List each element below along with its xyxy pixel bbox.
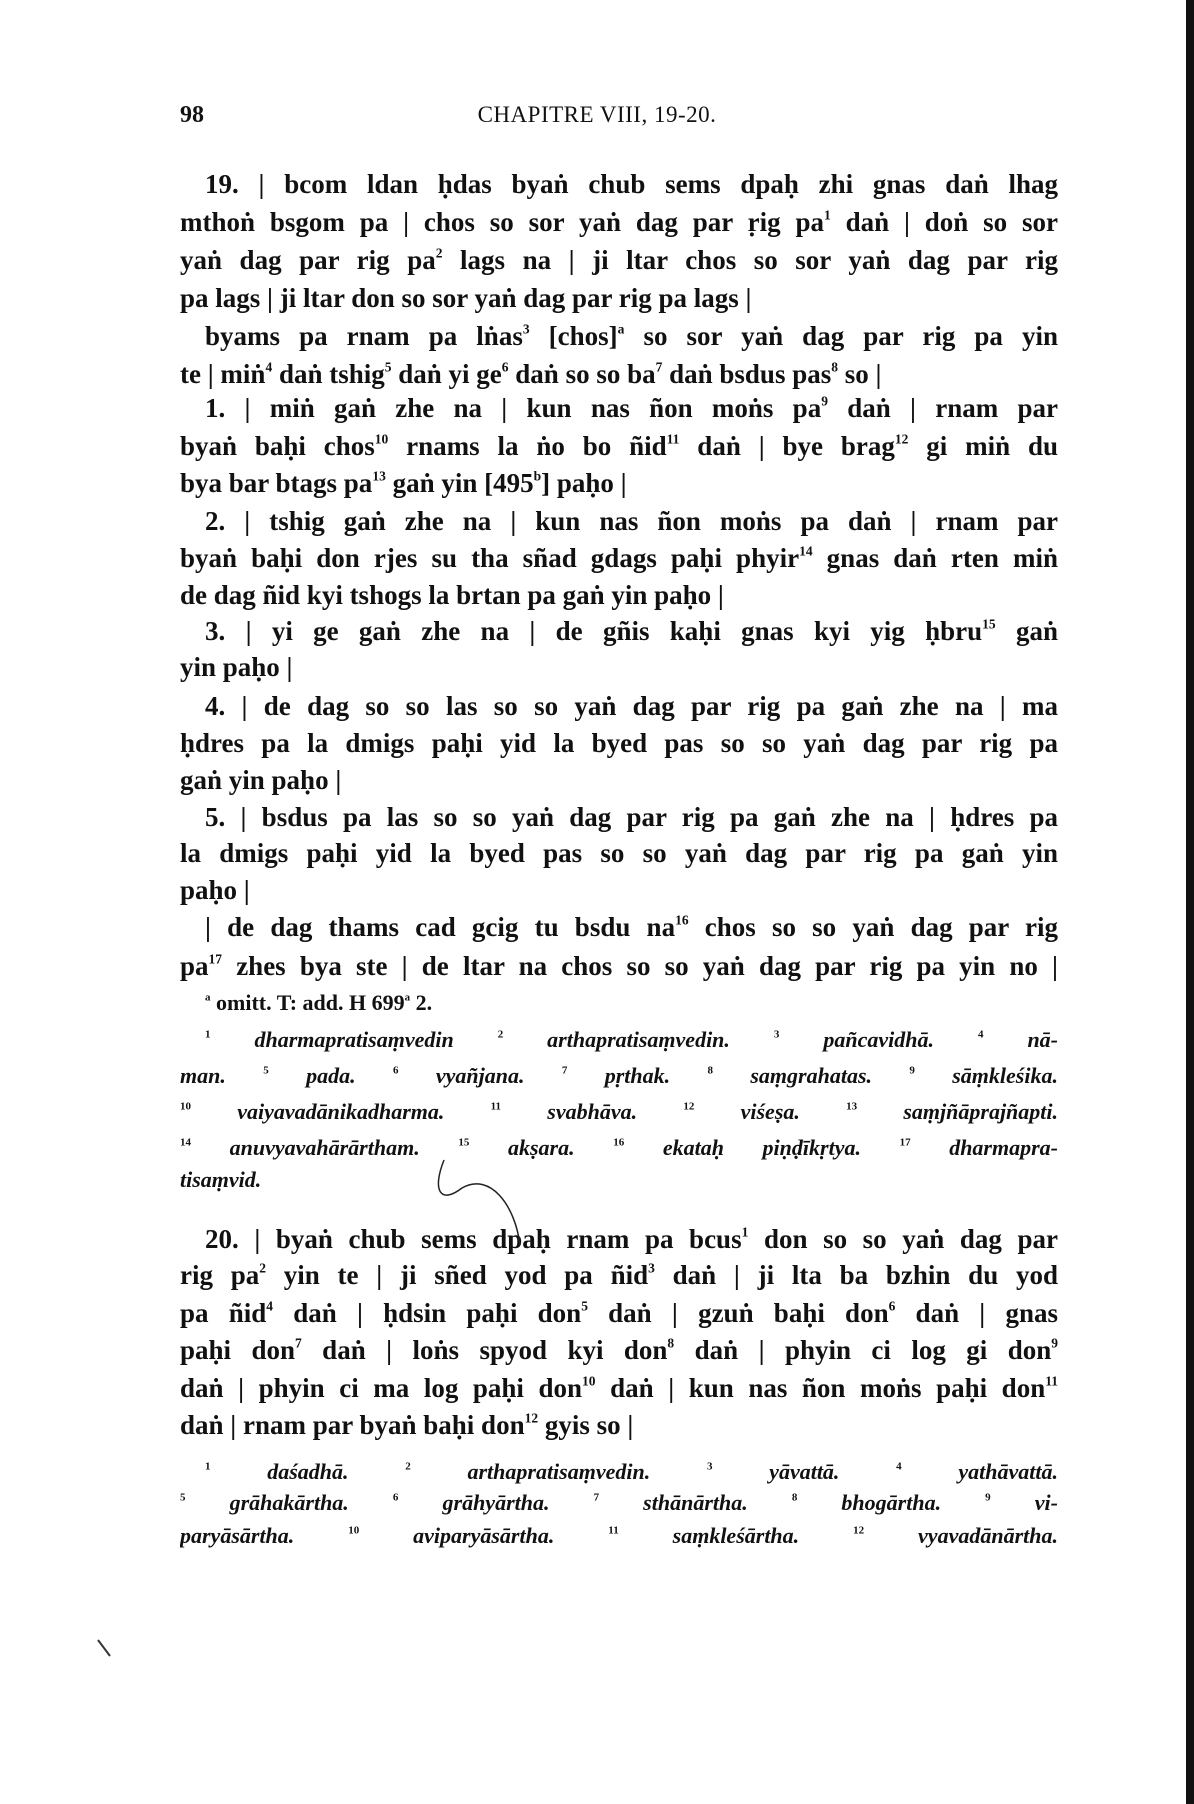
footnote-ref: 15 (982, 616, 996, 632)
footnote-ref: 11 (1045, 1373, 1058, 1389)
text-run: ] paḥo | (541, 468, 627, 498)
text-run: | bcom ldan ḥdas byaṅ chub sems dpaḥ zhi gnas daṅ lhag (238, 169, 1058, 199)
pen-curve-mark (438, 1160, 520, 1245)
text-run: daṅ | phyin ci log gi don (674, 1335, 1052, 1365)
text-run: daṅ | kun nas ñon moṅs paḥi don (595, 1373, 1046, 1403)
text-run: | de dag so so las so so yaṅ dag par rig pa gaṅ zhe na | ma (225, 691, 1058, 721)
text-run: daṅ | gzuṅ baḥi don (587, 1298, 889, 1328)
text-run: pada. (268, 1063, 393, 1088)
text-run: dharmapra- (910, 1135, 1058, 1160)
text-run: yin te | ji sñed yod pa ñid (266, 1260, 649, 1290)
text-run: yin paḥo | (180, 652, 293, 682)
text-run: gnas daṅ rten miṅ (812, 543, 1058, 573)
footnote-ref: 2 (435, 245, 443, 261)
footnote-ref: 7 (593, 1491, 600, 1504)
text-run: pa lags | ji ltar don so sor yaṅ dag par rig pa lags | (180, 283, 752, 313)
text-run: paryāsārtha. (180, 1523, 349, 1548)
footnote-ref: 12 (524, 1410, 539, 1426)
footnote-ref: 4 (265, 359, 273, 375)
text-run: daṅ yi ge (391, 359, 502, 389)
text-run: te | miṅ (180, 359, 266, 389)
text-run: saṃgrahatas. (712, 1063, 910, 1088)
text-run: omitt. T: add. H 699 (210, 990, 405, 1015)
footnote-ref: 7 (655, 359, 663, 375)
footnote-ref: 3 (706, 1460, 713, 1473)
footnote-ref: 4 (977, 1028, 984, 1041)
text-run: pṛthak. (567, 1063, 708, 1088)
footnote-ref: 13 (846, 1100, 858, 1113)
footnote-ref: 15 (458, 1136, 470, 1149)
text-run: so sor yaṅ dag par rig pa yin (624, 321, 1058, 351)
footnote-ref: 2 (405, 1460, 411, 1473)
text-run: so | (837, 359, 882, 389)
footnote-ref: 14 (799, 543, 813, 559)
text-run: grāhyārtha. (398, 1490, 594, 1515)
footnote-ref: 6 (392, 1491, 399, 1504)
text-run: 2. (410, 990, 433, 1015)
footnote-ref: a (205, 991, 211, 1004)
text-run: sthānārtha. (599, 1490, 792, 1515)
text-run: tisaṃvid. (180, 1167, 262, 1192)
verse-number: 4. (205, 691, 226, 721)
text-run: don so so yaṅ dag par (748, 1224, 1058, 1254)
text-run: pa (180, 951, 209, 981)
footnote-ref: 8 (831, 359, 838, 375)
text-run: vaiyavadānikadharma. (191, 1099, 491, 1124)
text-run: anuvyavahārārtham. (191, 1135, 459, 1160)
text-run: sāṃkleśika. (914, 1063, 1058, 1088)
footnote-ref: 13 (372, 468, 386, 484)
footnote-ref: 10 (582, 1373, 596, 1389)
footnote-ref: a (404, 991, 411, 1004)
text-run: viśeṣa. (694, 1099, 847, 1124)
text-run: daṅ | ḥdsin paḥi don (273, 1298, 582, 1328)
text-run: rnams la ṅo bo ñid (388, 431, 667, 461)
text-run: chos so so yaṅ dag par rig (688, 912, 1058, 942)
footnote-ref: 11 (608, 1524, 619, 1537)
text-run: byams pa rnam pa lṅas (205, 321, 523, 351)
footnote-ref: 4 (896, 1460, 902, 1473)
text-run: daṅ | phyin ci ma log paḥi don (180, 1373, 583, 1403)
text-run: aviparyāsārtha. (359, 1523, 609, 1548)
footnote-ref: 5 (384, 359, 392, 375)
text-run: paḥo | (180, 875, 250, 905)
footnote-ref: 12 (853, 1524, 865, 1537)
text-run: daśadhā. (210, 1459, 406, 1484)
footnote-ref: 10 (180, 1100, 191, 1113)
text-run: grāhakārtha. (185, 1490, 393, 1515)
text-run: | miṅ gaṅ zhe na | kun nas ñon moṅs pa (225, 393, 822, 423)
text-run: [chos] (529, 321, 618, 351)
text-run: vi- (990, 1490, 1058, 1515)
text-run: gaṅ (995, 616, 1058, 646)
footnote-ref: 1 (205, 1028, 211, 1041)
text-run: byaṅ baḥi chos (180, 431, 375, 461)
footnote-ref: 10 (348, 1524, 360, 1537)
footnote-ref: 10 (374, 431, 389, 447)
verse-number: 3. (205, 616, 226, 646)
text-run: | tshig gaṅ zhe na | kun nas ñon moṅs pa daṅ | rnam par (225, 506, 1058, 536)
footnote-ref: 1 (205, 1460, 211, 1473)
footnote-ref: 12 (894, 431, 909, 447)
footnote-ref: 9 (1051, 1335, 1058, 1351)
text-run: saṃjñāprajñapti. (857, 1099, 1058, 1124)
verse-number: 19. (205, 169, 239, 199)
text-run: la dmigs paḥi yid la byed pas so so yaṅ dag par rig pa gaṅ yin (180, 838, 1058, 868)
text-run: daṅ | ji lta ba bzhin du yod (654, 1260, 1058, 1290)
footnote-ref: 1 (741, 1224, 749, 1240)
verse-number: 20. (205, 1224, 239, 1254)
footnote-ref: 17 (208, 951, 223, 967)
footnote-ref: 6 (392, 1064, 399, 1077)
footnote-ref: 3 (773, 1028, 780, 1041)
text-run: man. (180, 1063, 264, 1088)
text-run: | de dag thams cad gcig tu bsdu na (205, 912, 676, 942)
footnote-ref: 6 (501, 359, 509, 375)
text-run: daṅ so so ba (508, 359, 656, 389)
footnote-ref: 4 (266, 1298, 274, 1314)
text-run: svabhāva. (501, 1099, 684, 1124)
text-run: | byaṅ chub sems dpaḥ rnam pa bcus (238, 1224, 742, 1254)
page-number: 98 (180, 102, 204, 128)
footnote-ref: 12 (683, 1100, 695, 1113)
text-run: bhogārtha. (797, 1490, 986, 1515)
footnote-ref: 1 (823, 207, 831, 223)
text-run: daṅ tshig (272, 359, 385, 389)
text-run: ḥdres pa la dmigs paḥi yid la byed pas so so yaṅ dag par rig pa (180, 728, 1058, 758)
text-run: | bsdus pa las so so yaṅ dag par rig pa gaṅ zhe na | ḥdres pa (225, 802, 1058, 832)
text-run: yathāvattā. (901, 1459, 1058, 1484)
footnote-ref: 11 (490, 1100, 502, 1113)
footnote-ref: 2 (259, 1260, 267, 1276)
footnote-ref: 7 (561, 1064, 568, 1077)
text-run: pañcavidhā. (779, 1027, 978, 1052)
footnote-ref: 8 (707, 1064, 713, 1077)
text-run: rig pa (180, 1260, 260, 1290)
text-run: ekataḥ piṇḍīkṛtya. (624, 1135, 900, 1160)
text-run: nā- (983, 1027, 1058, 1052)
text-run: gi miṅ du (908, 431, 1058, 461)
footnote-ref: 16 (675, 912, 689, 928)
text-run: gaṅ yin paḥo | (180, 765, 342, 795)
footnote-ref: 3 (648, 1260, 655, 1276)
text-run: arthapratisaṃvedin. (503, 1027, 774, 1052)
text-run: daṅ | doṅ so sor (830, 207, 1058, 237)
text-run: daṅ bsdus pas (662, 359, 832, 389)
text-run: pa ñid (180, 1298, 267, 1328)
text-run: daṅ | bye brag (679, 431, 895, 461)
footnote-ref: 11 (666, 431, 680, 447)
text-run: gaṅ yin [495 (385, 468, 534, 498)
footnote-ref: 14 (180, 1136, 191, 1149)
verse-number: 5. (205, 802, 226, 832)
text-run: bya bar btags pa (180, 468, 373, 498)
footnote-ref: 8 (791, 1491, 798, 1504)
text-run: arthapratisaṃvedin. (410, 1459, 707, 1484)
footnote-ref: 16 (613, 1136, 625, 1149)
footnote-ref: b (533, 468, 542, 484)
text-run: | yi ge gaṅ zhe na | de gñis kaḥi gnas kyi yig ḥbru (225, 616, 983, 646)
text-run: dharmapratisaṃvedin (210, 1027, 498, 1052)
running-title: CHAPITRE VIII, 19-20. (477, 102, 717, 127)
text-run: paḥi don (180, 1335, 295, 1365)
footnote-ref: 17 (899, 1136, 911, 1149)
text-run: akṣara. (469, 1135, 614, 1160)
footnote-ref: 9 (821, 393, 828, 409)
stray-mark (98, 1640, 110, 1656)
text-run: daṅ | rnam par (827, 393, 1058, 423)
footnote-ref: 6 (888, 1298, 896, 1314)
footnote-ref: 3 (522, 321, 530, 337)
text-run: de dag ñid kyi tshogs la brtan pa gaṅ yin paḥo | (180, 580, 724, 610)
text-run: byaṅ baḥi don rjes su tha sñad gdags paḥi phyir (180, 543, 800, 573)
text-run: daṅ | rnam par byaṅ baḥi don (180, 1410, 525, 1440)
footnote-ref: 5 (263, 1064, 269, 1077)
footnote-ref: 8 (667, 1335, 675, 1351)
text-run: daṅ | gnas (895, 1298, 1058, 1328)
text-run: gyis so | (538, 1410, 634, 1440)
text-run: yāvattā. (712, 1459, 897, 1484)
footnote-ref: 9 (909, 1064, 915, 1077)
verse-number: 2. (205, 506, 226, 536)
text-run: daṅ | loṅs spyod kyi don (301, 1335, 668, 1365)
footnote-ref: 2 (497, 1028, 504, 1041)
footnote-ref: 9 (985, 1491, 991, 1504)
verse-number: 1. (205, 393, 226, 423)
footnote-ref: 5 (180, 1491, 186, 1504)
text-run: saṃkleśārtha. (618, 1523, 854, 1548)
text-run: vyavadānārtha. (864, 1523, 1058, 1548)
footnote-ref: 7 (295, 1335, 302, 1351)
footnote-ref: 5 (581, 1298, 588, 1314)
text-run: lags na | ji ltar chos so sor yaṅ dag par rig (442, 245, 1058, 275)
text-run: mthoṅ bsgom pa | chos so sor yaṅ dag par ṛig pa (180, 207, 824, 237)
text-run: vyañjana. (398, 1063, 562, 1088)
footnote-ref: a (617, 321, 625, 337)
text-run: yaṅ dag par rig pa (180, 245, 436, 275)
text-run: zhes bya ste | de ltar na chos so so yaṅ dag par rig pa yin no | (222, 951, 1058, 981)
